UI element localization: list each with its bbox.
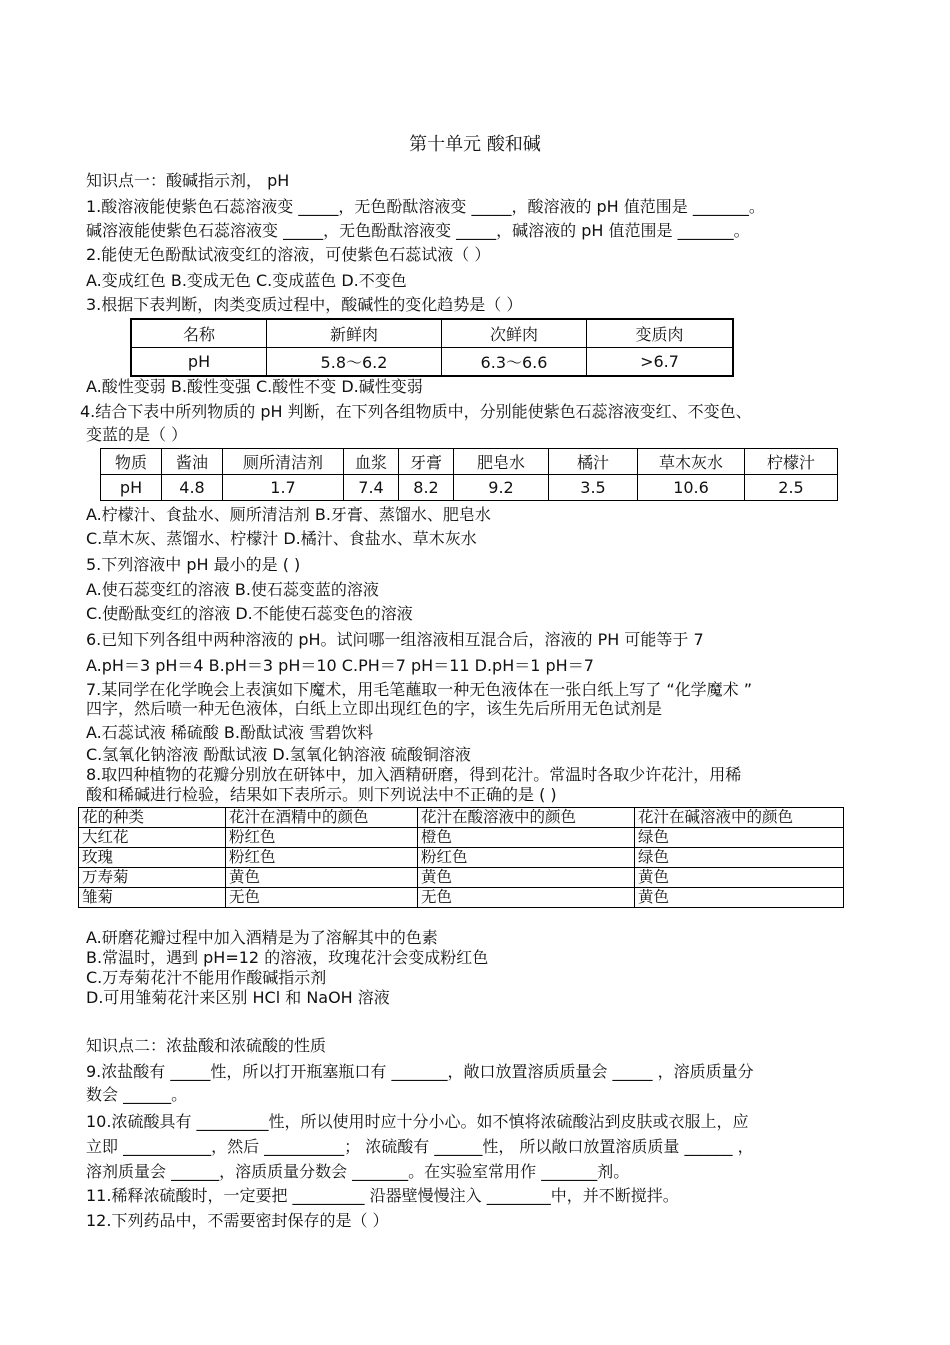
- table-cell: 次鲜肉: [442, 319, 587, 348]
- table-cell: >6.7: [587, 348, 734, 377]
- table-cell: 雏菊: [79, 888, 226, 908]
- table-cell: 2.5: [745, 475, 838, 501]
- table-cell: 花汁在碱溶液中的颜色: [635, 808, 844, 828]
- table-cell: 绿色: [635, 848, 844, 868]
- table-row: [131, 319, 733, 348]
- table-cell: 1.7: [223, 475, 344, 501]
- table-cell: 5.8～6.2: [267, 348, 442, 377]
- table-cell: 粉红色: [226, 828, 418, 848]
- table-cell: 血浆: [344, 449, 399, 475]
- question-line: 碱溶液能使紫色石蕊溶液变 _____，无色酚酞溶液变 _____，碱溶液的 pH 值范围是 _______。: [86, 221, 750, 240]
- option-line: A.变成红色 B.变成无色 C.变成蓝色 D.不变色: [86, 271, 407, 290]
- table-cell: 绿色: [635, 828, 844, 848]
- table-row: [79, 888, 844, 908]
- meat-ph-table: [130, 318, 734, 377]
- section-heading: 知识点二：浓盐酸和浓硫酸的性质: [86, 1036, 327, 1055]
- table-cell: 橘汁: [549, 449, 638, 475]
- table-row: [79, 868, 844, 888]
- table-cell: 玫瑰: [79, 848, 226, 868]
- table-cell: 变质肉: [587, 319, 734, 348]
- option-line: C.草木灰、蒸馏水、柠檬汁 D.橘汁、食盐水、草木灰水: [86, 529, 477, 548]
- table-cell: 物质: [101, 449, 162, 475]
- table-cell: 橙色: [418, 828, 635, 848]
- question-line: 7.某同学在化学晚会上表演如下魔术，用毛笔蘸取一种无色液体在一张白纸上写了 “化学魔术 ”: [86, 680, 753, 699]
- question-line: 数会 ______。: [86, 1085, 188, 1104]
- table-row: [101, 449, 838, 475]
- table-cell: 名称: [131, 319, 267, 348]
- table-row: [101, 475, 838, 501]
- option-line: A.酸性变弱 B.酸性变强 C.酸性不变 D.碱性变弱: [86, 377, 423, 396]
- table-cell: 黄色: [418, 868, 635, 888]
- flower-indicator-table: [78, 807, 844, 908]
- table-cell: 花汁在酒精中的颜色: [226, 808, 418, 828]
- question-line: 1.酸溶液能使紫色石蕊溶液变 _____，无色酚酞溶液变 _____，酸溶液的 pH 值范围是 _______。: [86, 197, 765, 216]
- table-cell: 黄色: [226, 868, 418, 888]
- option-line: A.使石蕊变红的溶液 B.使石蕊变蓝的溶液: [86, 580, 379, 599]
- table-cell: 新鲜肉: [267, 319, 442, 348]
- substance-ph-table: [100, 448, 838, 501]
- question-line: 4.结合下表中所列物质的 pH 判断，在下列各组物质中，分别能使紫色石蕊溶液变红、不变色、: [80, 402, 752, 421]
- question-line: 溶剂质量会 ______，溶质质量分数会 _______。在实验室常用作 _______剂。: [86, 1162, 630, 1181]
- option-line: B.常温时，遇到 pH=12 的溶液，玫瑰花汁会变成粉红色: [86, 948, 489, 967]
- question-line: 3.根据下表判断，肉类变质过程中，酸碱性的变化趋势是（ ）: [86, 295, 523, 314]
- question-line: 四字，然后喷一种无色液体，白纸上立即出现红色的字，该生先后所用无色试剂是: [86, 699, 663, 718]
- table-row: [79, 848, 844, 868]
- question-line: 2.能使无色酚酞试液变红的溶液，可使紫色石蕊试液（ ）: [86, 245, 491, 264]
- table-cell: 无色: [226, 888, 418, 908]
- table-row: [131, 348, 733, 377]
- table-cell: 4.8: [162, 475, 223, 501]
- table-cell: 花汁在酸溶液中的颜色: [418, 808, 635, 828]
- question-line: 11.稀释浓硫酸时，一定要把 _________ 沿器壁慢慢注入 ________中，并不断搅拌。: [86, 1186, 679, 1205]
- option-line: A.石蕊试液 稀硫酸 B.酚酞试液 雪碧饮料: [86, 723, 374, 742]
- table-cell: 酱油: [162, 449, 223, 475]
- option-line: A.pH＝3 pH＝4 B.pH＝3 pH＝10 C.PH＝7 pH＝11 D.pH＝1 pH＝7: [86, 656, 594, 675]
- table-row: [79, 808, 844, 828]
- option-line: C.万寿菊花汁不能用作酸碱指示剂: [86, 968, 327, 987]
- table-cell: 无色: [418, 888, 635, 908]
- table-cell: 肥皂水: [454, 449, 549, 475]
- table-cell: 8.2: [399, 475, 454, 501]
- table-cell: pH: [131, 348, 267, 377]
- table-cell: pH: [101, 475, 162, 501]
- table-cell: 草木灰水: [638, 449, 745, 475]
- table-cell: 花的种类: [79, 808, 226, 828]
- table-cell: 6.3～6.6: [442, 348, 587, 377]
- section-heading: 知识点一：酸碱指示剂， pH: [86, 171, 290, 190]
- page-title: 第十单元 酸和碱: [409, 134, 541, 155]
- table-cell: 粉红色: [418, 848, 635, 868]
- table-row: [79, 828, 844, 848]
- question-line: 8.取四种植物的花瓣分别放在研钵中，加入酒精研磨，得到花汁。常温时各取少许花汁，用稀: [86, 765, 742, 784]
- question-line: 立即 ___________，然后 __________； 浓硫酸有 ______性， 所以敞口放置溶质质量 ______ ，: [86, 1137, 754, 1156]
- question-line: 酸和稀碱进行检验，结果如下表所示。则下列说法中不正确的是 ( ): [86, 785, 557, 804]
- option-line: C.氢氧化钠溶液 酚酞试液 D.氢氧化钠溶液 硫酸铜溶液: [86, 745, 471, 764]
- question-line: 10.浓硫酸具有 _________性，所以使用时应十分小心。如不慎将浓硫酸沾到皮肤或衣服上，应: [86, 1112, 749, 1131]
- table-cell: 柠檬汁: [745, 449, 838, 475]
- table-cell: 大红花: [79, 828, 226, 848]
- table-cell: 7.4: [344, 475, 399, 501]
- question-line: 9.浓盐酸有 _____性，所以打开瓶塞瓶口有 _______，敞口放置溶质质量会 _____ ，溶质质量分: [86, 1062, 754, 1081]
- question-line: 6.已知下列各组中两种溶液的 pH。试问哪一组溶液相互混合后，溶液的 PH 可能等于 7: [86, 630, 704, 649]
- option-line: A.柠檬汁、食盐水、厕所清洁剂 B.牙膏、蒸馏水、肥皂水: [86, 505, 491, 524]
- option-line: D.可用雏菊花汁来区别 HCl 和 NaOH 溶液: [86, 988, 390, 1007]
- table-cell: 3.5: [549, 475, 638, 501]
- question-line: 变蓝的是（ ）: [86, 425, 188, 444]
- table-cell: 厕所清洁剂: [223, 449, 344, 475]
- table-cell: 粉红色: [226, 848, 418, 868]
- option-line: A.研磨花瓣过程中加入酒精是为了溶解其中的色素: [86, 928, 438, 947]
- table-cell: 黄色: [635, 868, 844, 888]
- question-line: 5.下列溶液中 pH 最小的是 ( ): [86, 555, 301, 574]
- table-cell: 9.2: [454, 475, 549, 501]
- option-line: C.使酚酞变红的溶液 D.不能使石蕊变色的溶液: [86, 604, 413, 623]
- table-cell: 10.6: [638, 475, 745, 501]
- table-cell: 牙膏: [399, 449, 454, 475]
- table-cell: 黄色: [635, 888, 844, 908]
- table-cell: 万寿菊: [79, 868, 226, 888]
- question-line: 12.下列药品中，不需要密封保存的是（ ）: [86, 1211, 389, 1230]
